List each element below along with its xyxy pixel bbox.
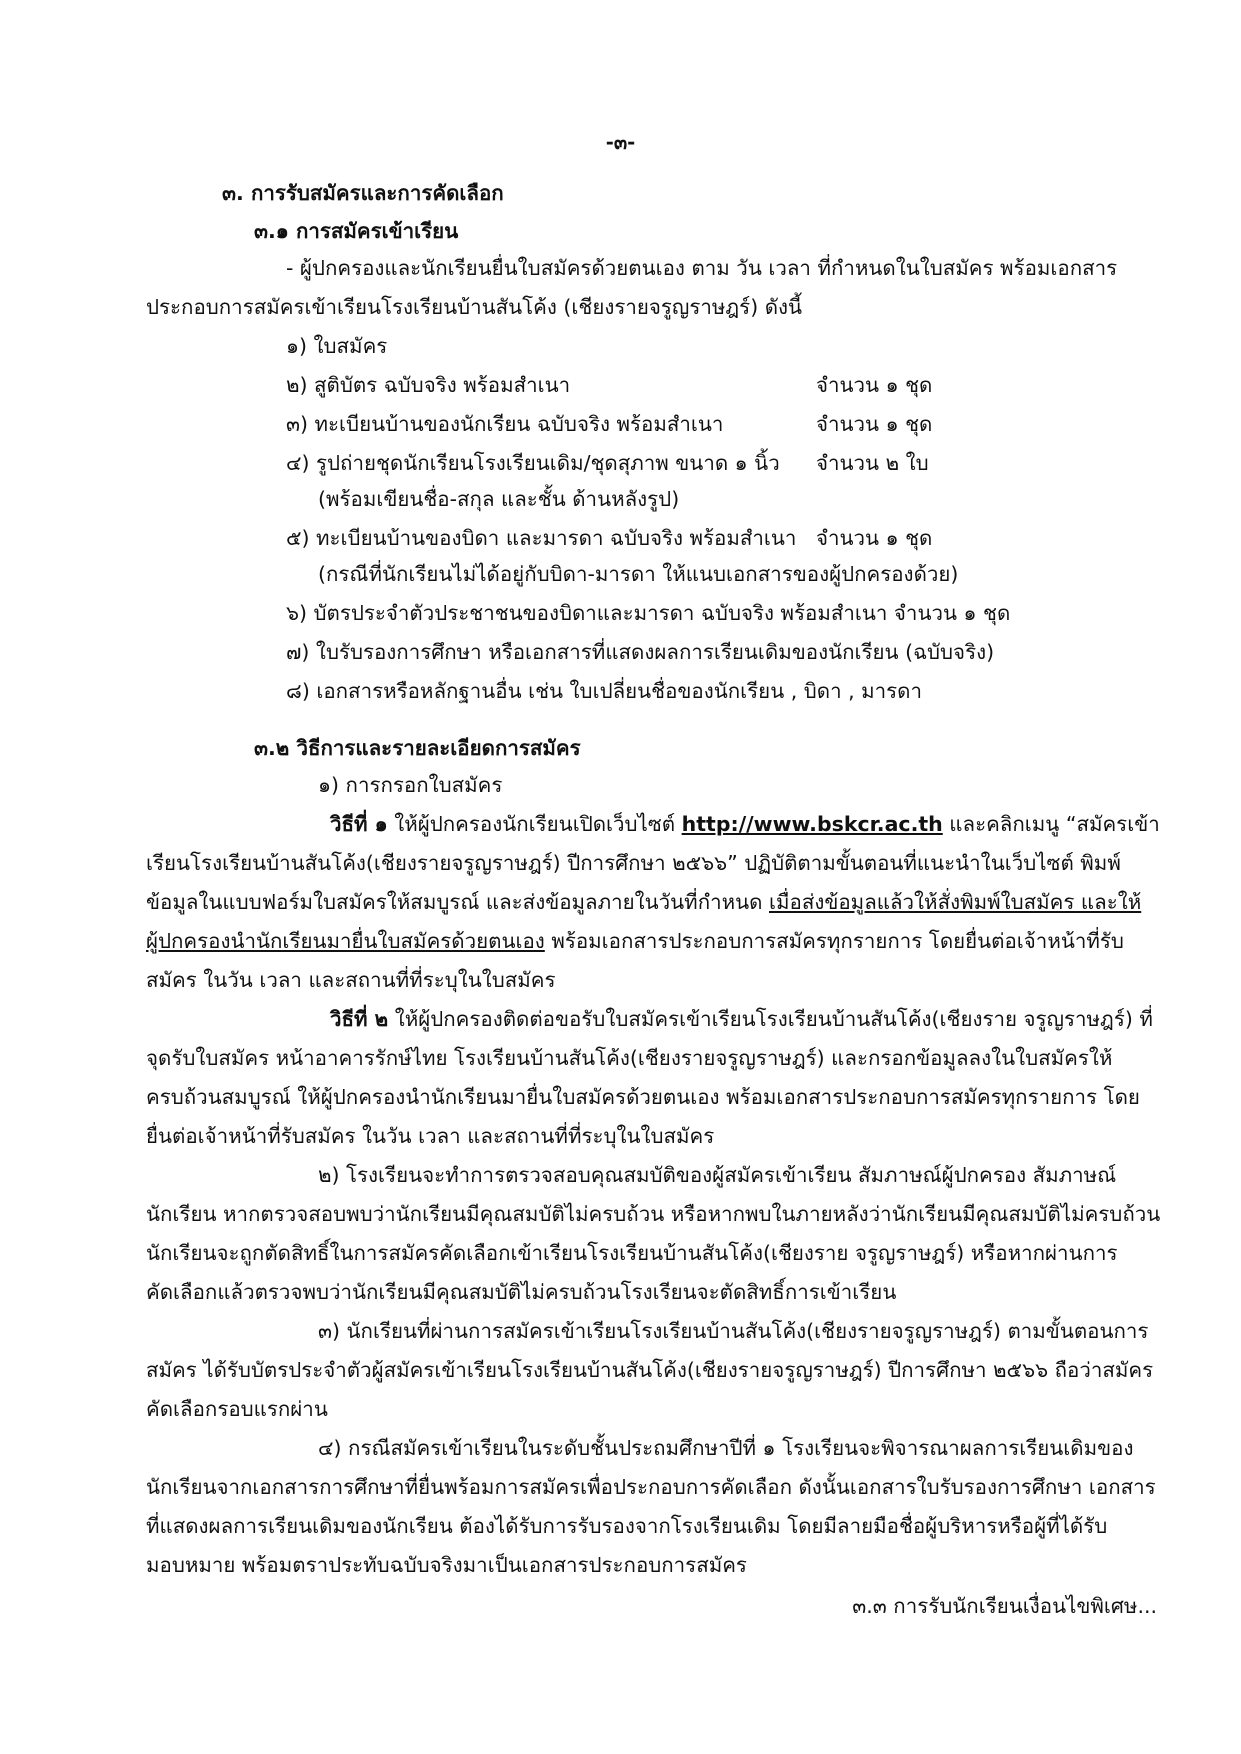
method-1-label: วิธีที่ ๑ xyxy=(330,812,388,836)
document-item-8: ๘) เอกสารหรือหลักฐานอื่น เช่น ใบเปลี่ยนชื่อของนักเรียน , บิดา , มารดา xyxy=(286,679,923,703)
document-item-7: ๗) ใบรับรองการศึกษา หรือเอกสารที่แสดงผลการเรียนเดิมของนักเรียน (ฉบับจริง) xyxy=(286,640,995,664)
section-3-heading: ๓. การรับสมัครและการคัดเลือก xyxy=(222,181,504,205)
method-1-submit-instruction: ผู้ปกครองนำนักเรียนมายื่นใบสมัครด้วยตนเอง xyxy=(146,929,545,953)
method-2-text: ให้ผู้ปกครองติดต่อขอรับใบสมัครเข้าเรียนโรงเรียนบ้านสันโค้ง(เชียงราย จรูญราษฎร์) ที่ xyxy=(394,1007,1153,1031)
document-item-3: ๓) ทะเบียนบ้านของนักเรียน ฉบับจริง พร้อมสำเนา xyxy=(286,412,724,436)
method-2-label: วิธีที่ ๒ xyxy=(330,1007,389,1031)
method-2-line-1 xyxy=(330,1004,1153,1034)
document-item-3-amount: จำนวน ๑ ชุด xyxy=(816,412,933,436)
paragraph-2-line-3: นักเรียนจะถูกตัดสิทธิ์ในการสมัครคัดเลือกเข้าเรียนโรงเรียนบ้านสันโค้ง(เชียงราย จรูญราษฎร์) หรือหากผ่านการ xyxy=(146,1241,1118,1265)
method-1-line-3 xyxy=(146,887,1141,917)
method-1-text-b: และคลิกเมนู “สมัครเข้า xyxy=(949,812,1160,836)
document-item-5: ๕) ทะเบียนบ้านของบิดา และมารดา ฉบับจริง พร้อมสำเนา xyxy=(286,526,797,550)
document-item-4-note: (พร้อมเขียนชื่อ-สกุล และชั้น ด้านหลังรูป) xyxy=(318,487,680,511)
website-link[interactable]: http://www.bskcr.ac.th xyxy=(681,812,943,836)
section-3-1-intro-line-1: - ผู้ปกครองและนักเรียนยื่นใบสมัครด้วยตนเอง ตาม วัน เวลา ที่กำหนดในใบสมัคร พร้อมเอกสาร xyxy=(286,256,1118,280)
continuation-note: ๓.๓ การรับนักเรียนเงื่อนไขพิเศษ... xyxy=(852,1594,1157,1618)
method-1-line-5: สมัคร ในวัน เวลา และสถานที่ที่ระบุในใบสมัคร xyxy=(146,968,556,992)
paragraph-4-line-2: นักเรียนจากเอกสารการศึกษาที่ยื่นพร้อมการสมัครเพื่อประกอบการคัดเลือก ดังนั้นเอกสารใบรับรองการศึกษา เอกสาร xyxy=(146,1475,1156,1499)
method-2-line-2: จุดรับใบสมัคร หน้าอาคารรักษ์ไทย โรงเรียนบ้านสันโค้ง(เชียงรายจรูญราษฎร์) และกรอกข้อมูลลงในใบสมัครให้ xyxy=(146,1046,1113,1070)
method-1-line-3-text: ข้อมูลในแบบฟอร์มใบสมัครให้สมบูรณ์ และส่งข้อมูลภายในวันที่กำหนด xyxy=(146,890,763,914)
page-number: -๓- xyxy=(605,131,636,154)
section-3-2-heading: ๓.๒ วิธีการและรายละเอียดการสมัคร xyxy=(254,736,581,760)
method-1-line-2: เรียนโรงเรียนบ้านสันโค้ง(เชียงรายจรูญราษฎร์) ปีการศึกษา ๒๕๖๖” ปฏิบัติตามขั้นตอนที่แนะนำในเว็บไซต์ พิมพ์ xyxy=(146,851,1121,875)
paragraph-2-line-4: คัดเลือกแล้วตรวจพบว่านักเรียนมีคุณสมบัติไม่ครบถ้วนโรงเรียนจะตัดสิทธิ์การเข้าเรียน xyxy=(146,1280,897,1304)
paragraph-3-line-3: คัดเลือกรอบแรกผ่าน xyxy=(146,1397,328,1421)
document-item-2-amount: จำนวน ๑ ชุด xyxy=(816,373,933,397)
document-item-5-amount: จำนวน ๑ ชุด xyxy=(816,526,933,550)
document-item-2: ๒) สูติบัตร ฉบับจริง พร้อมสำเนา xyxy=(286,373,571,397)
document-item-6: ๖) บัตรประจำตัวประชาชนของบิดาและมารดา ฉบับจริง พร้อมสำเนา จำนวน ๑ ชุด xyxy=(286,601,1011,625)
document-item-4-amount: จำนวน ๒ ใบ xyxy=(816,451,929,475)
paragraph-4-line-4: มอบหมาย พร้อมตราประทับฉบับจริงมาเป็นเอกสารประกอบการสมัคร xyxy=(146,1553,747,1577)
method-2-line-3: ครบถ้วนสมบูรณ์ ให้ผู้ปกครองนำนักเรียนมายื่นใบสมัครด้วยตนเอง พร้อมเอกสารประกอบการสมัครทุกรายการ โดย xyxy=(146,1085,1140,1109)
paragraph-2-line-2: นักเรียน หากตรวจสอบพบว่านักเรียนมีคุณสมบัติไม่ครบถ้วน หรือหากพบในภายหลังว่านักเรียนมีคุณสมบัติไม่ครบถ้วน xyxy=(146,1202,1161,1226)
paragraph-4-line-1: ๔) กรณีสมัครเข้าเรียนในระดับชั้นประถมศึกษาปีที่ ๑ โรงเรียนจะพิจารณาผลการเรียนเดิมของ xyxy=(318,1436,1134,1460)
document-item-4: ๔) รูปถ่ายชุดนักเรียนโรงเรียนเดิม/ชุดสุภาพ ขนาด ๑ นิ้ว xyxy=(286,451,780,475)
subsection-1-heading: ๑) การกรอกใบสมัคร xyxy=(318,773,503,797)
document-item-1: ๑) ใบสมัคร xyxy=(286,334,388,358)
paragraph-3-line-2: สมัคร ได้รับบัตรประจำตัวผู้สมัครเข้าเรียนโรงเรียนบ้านสันโค้ง(เชียงรายจรูญราษฎร์) ปีการศึกษา ๒๕๖๖ ถือว่าสมัคร xyxy=(146,1358,1154,1382)
section-3-1-heading: ๓.๑ การสมัครเข้าเรียน xyxy=(254,219,459,243)
document-item-5-note: (กรณีที่นักเรียนไม่ได้อยู่กับบิดา-มารดา ให้แนบเอกสารของผู้ปกครองด้วย) xyxy=(318,562,959,586)
method-1-line-1 xyxy=(330,809,1160,839)
method-1-line-4-text: พร้อมเอกสารประกอบการสมัครทุกรายการ โดยยื่นต่อเจ้าหน้าที่รับ xyxy=(551,929,1124,953)
section-3-1-intro-line-2: ประกอบการสมัครเข้าเรียนโรงเรียนบ้านสันโค้ง (เชียงรายจรูญราษฎร์) ดังนี้ xyxy=(146,295,803,319)
method-2-line-4: ยื่นต่อเจ้าหน้าที่รับสมัคร ในวัน เวลา และสถานที่ที่ระบุในใบสมัคร xyxy=(146,1124,715,1148)
method-1-line-4 xyxy=(146,926,1124,956)
method-1-text-a: ให้ผู้ปกครองนักเรียนเปิดเว็บไซต์ xyxy=(394,812,676,836)
method-1-print-instruction: เมื่อส่งข้อมูลแล้วให้สั่งพิมพ์ใบสมัคร และให้ xyxy=(769,890,1142,914)
paragraph-2-line-1: ๒) โรงเรียนจะทำการตรวจสอบคุณสมบัติของผู้สมัครเข้าเรียน สัมภาษณ์ผู้ปกครอง สัมภาษณ์ xyxy=(318,1163,1117,1187)
paragraph-4-line-3: ที่แสดงผลการเรียนเดิมของนักเรียน ต้องได้รับการรับรองจากโรงเรียนเดิม โดยมีลายมือชื่อผู้บริหารหรือผู้ที่ได้รับ xyxy=(146,1514,1108,1538)
paragraph-3-line-1: ๓) นักเรียนที่ผ่านการสมัครเข้าเรียนโรงเรียนบ้านสันโค้ง(เชียงรายจรูญราษฎร์) ตามขั้นตอนการ xyxy=(318,1319,1149,1343)
